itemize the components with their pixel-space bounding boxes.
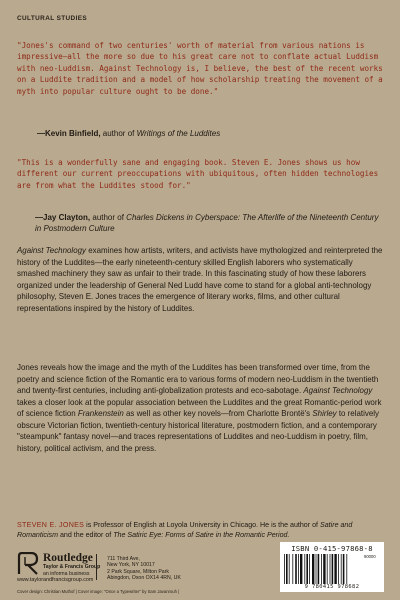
quote-attribution xyxy=(35,212,380,234)
reviewer-role: author of xyxy=(90,213,127,222)
work-title: Shirley xyxy=(312,409,337,418)
cover-credits: Cover design: Christian Muthof | Cover image: "Once a Typewriter" by Sam Javanrouh | xyxy=(17,589,180,594)
review-quote: "Jones's command of two centuries' worth of material from various nations is impressive—all the more so due to his great care not to conflate actual Luddism with neo-Luddism. Against Technology is, I believe, the best of the recent works on a Luddite tradition and a model of how scholarship treating the movement of a myth into popular culture ought to be done." xyxy=(17,41,383,96)
quote-attribution xyxy=(37,128,220,139)
reviewer-role: author of xyxy=(100,129,137,138)
publisher-logo xyxy=(17,552,100,577)
address-line: New York, NY 10017 xyxy=(107,562,155,569)
book-title: Against Technology xyxy=(303,386,373,395)
bio-text: is Professor of English at Loyola University in Chicago. He is the author of xyxy=(84,521,320,529)
author-work: The Satiric Eye: Forms of Satire in the Romantic Period. xyxy=(113,531,290,540)
reviewer-work: Writings of the Luddites xyxy=(136,129,221,138)
address-line: Abingdon, Oxon OX14 4RN, UK xyxy=(107,574,181,581)
bio-text: and the editor of xyxy=(58,531,114,540)
reviewer-name: —Jay Clayton, xyxy=(35,213,91,222)
description-paragraph xyxy=(17,362,383,454)
description-paragraph xyxy=(17,245,383,314)
book-title: Against Technology xyxy=(17,246,86,255)
paragraph-text: takes a closer look at the popular association between the Luddites and the great Romantic-period work of science fiction xyxy=(17,397,382,418)
reviewer-work: Charles Dickens in Cyberspace: The Afterlife of the Nineteenth Century in Postmodern Culture xyxy=(35,213,379,233)
barcode-icon xyxy=(284,554,362,584)
reviewer-name: —Kevin Binfield, xyxy=(37,129,101,138)
barcode-number: 9 780415 978682 xyxy=(304,584,360,590)
price-code: 90000 xyxy=(364,554,376,559)
publisher-group: Taylor & Francis Group xyxy=(43,564,101,570)
paragraph-text: Jones reveals how the image and the myth of the Luddites has been transformed over time, from the poetry and science fiction of the Romantic era to various forms of modern neo-Luddism in the twentieth and twenty-first centuries, including anti-globalization protests and eco-sabotage. xyxy=(17,363,379,395)
author-name: STEVEN E. JONES xyxy=(17,521,85,529)
address-line: 2 Park Square, Milton Park xyxy=(107,568,169,575)
divider xyxy=(96,554,97,580)
address-line: 711 Third Ave, xyxy=(107,556,140,562)
review-quote: "This is a wonderfully sane and engaging book. Steven E. Jones shows us how different our current preoccupations with ubiquitous, often hidden technologies are from what the Luddites stood for." xyxy=(17,158,379,190)
routledge-logo-icon xyxy=(17,552,39,576)
publisher-name: Routledge xyxy=(43,552,93,564)
publisher-address xyxy=(107,556,181,581)
isbn-label: ISBN 0-415-97868-8 xyxy=(291,544,373,553)
category-label: CULTURAL STUDIES xyxy=(17,15,88,22)
paragraph-text: examines how artists, writers, and activists have mythologized and reinterpreted the history of the Luddites—the early nineteenth-century skilled English laborers who systematically smashed machinery they saw as unfair to their trade. In this fascinating study of how these laborers organized under the leadership of General Ned Ludd have come to stand for a global anti-technology philosophy, Steven E. Jones traces the emergence of literary works, films, and other cultural representations inspired by the history of Luddites. xyxy=(17,246,383,313)
paragraph-text: to relatively obscure Victorian fiction, twentieth-century historical literature, postmodern fiction, and a contemporary "steampunk" fantasy novel—and traces representations of Luddites and neo-Luddism in poetry, film, history, political activism, and the press. xyxy=(17,409,379,453)
barcode-panel xyxy=(280,542,384,592)
publisher-website: www.taylorandfrancisgroup.com xyxy=(17,577,94,583)
publisher-tagline: an informa business xyxy=(43,570,90,577)
author-bio xyxy=(17,520,383,541)
author-work: Satire and Romanticism xyxy=(17,521,353,540)
paragraph-text: as well as other key novels—from Charlotte Brontë's xyxy=(123,409,313,418)
work-title: Frankenstein xyxy=(77,409,124,418)
